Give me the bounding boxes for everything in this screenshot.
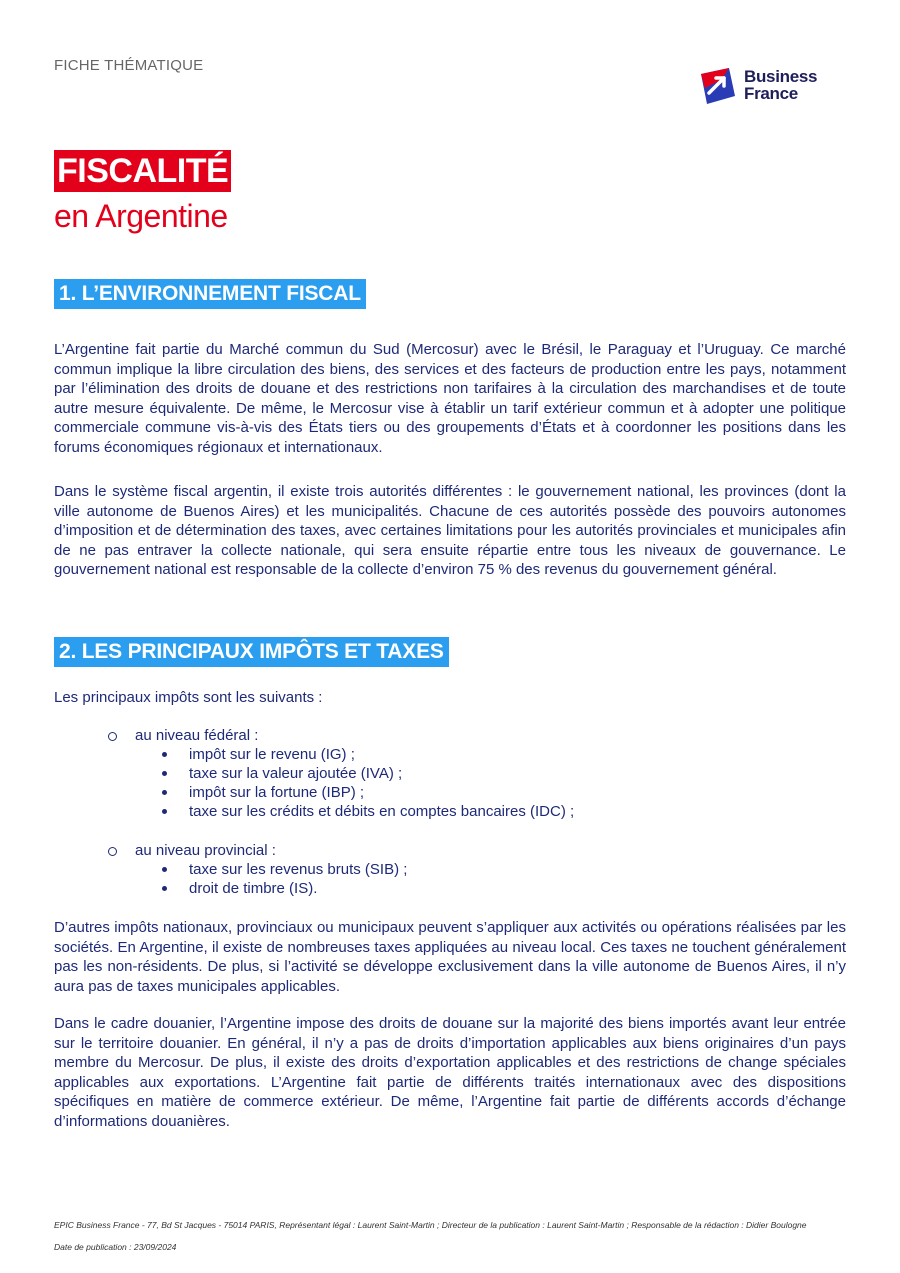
section-2-paragraph-2: Dans le cadre douanier, l’Argentine impose des droits de douane sur la majorité des biens importés avant leur entrée sur le territoire douanier. En général, il n’y a pas de droits d’importation applicables aux biens originaires d’un pays membre du Mercosur. De plus, il existe des droits d’exportation applicables et des restrictions de change spéciales applicables aux exportations. L’Argentine fait partie de différents traités internationaux avec des dispositions spécifiques en matière de commerce extérieur. De même, l’Argentine fait partie de différents accords d’échange d’informations douanières. (54, 1015, 846, 1130)
page-title: FISCALITÉ (54, 150, 231, 192)
business-france-logo-text (744, 68, 817, 102)
bullet-icon (162, 771, 167, 776)
bullet-icon (162, 809, 167, 814)
federal-tax-item: taxe sur la valeur ajoutée (IVA) ; (189, 765, 403, 782)
bullet-icon (162, 790, 167, 795)
federal-tax-item: taxe sur les crédits et débits en comptes bancaires (IDC) ; (189, 803, 575, 820)
level-federal-label: au niveau fédéral : (135, 727, 259, 744)
bullet-icon (162, 752, 167, 757)
section-heading-2: 2. LES PRINCIPAUX IMPÔTS ET TAXES (54, 637, 449, 667)
taxes-intro: Les principaux impôts sont les suivants : (54, 689, 323, 706)
section-1-paragraph-2: Dans le système fiscal argentin, il existe trois autorités différentes : le gouvernement national, les provinces (dont la ville autonome de Buenos Aires) et les municipalités. Chacune de ces autorités possède des pouvoirs autonomes d’imposition et de détermination des taxes, avec certaines limitations pour les autorités provinciales et municipales afin de ne pas entraver la collecte nationale, qui sera ensuite répartie entre tous les niveaux de gouvernance. Le gouvernement national est responsable de la collecte d’environ 75 % des revenus du gouvernement général. (54, 483, 846, 578)
bullet-icon (162, 886, 167, 891)
business-france-logo-mark-icon (697, 66, 737, 106)
federal-tax-item: impôt sur la fortune (IBP) ; (189, 784, 365, 801)
logo-line-1: Business (744, 67, 818, 86)
section-1-paragraph-1: L’Argentine fait partie du Marché commun du Sud (Mercosur) avec le Brésil, le Paraguay et l’Uruguay. Ce marché commun implique la libre circulation des biens, des services et des facteurs de production entre les pays, notamment par l’élimination des droits de douane et des restrictions non tarifaires à la circulation des marchandises et de toute autre mesure équivalente. De même, le Mercosur vise à établir un tarif extérieur commun et à adopter une politique commerciale commune vis-à-vis des États tiers ou des groupements d’États et à coordonner les positions dans les forums économiques régionaux et internationaux. (54, 341, 846, 456)
page-subtitle: en Argentine (54, 198, 228, 234)
level-provincial-label: au niveau provincial : (135, 842, 276, 859)
document-type-label: FICHE THÉMATIQUE (54, 57, 204, 74)
section-heading-1: 1. L’ENVIRONNEMENT FISCAL (54, 279, 366, 309)
federal-tax-item: impôt sur le revenu (IG) ; (189, 746, 355, 763)
footer-publication-date: Date de publication : 23/09/2024 (54, 1242, 177, 1252)
provincial-tax-item: taxe sur les revenus bruts (SIB) ; (189, 861, 408, 878)
circle-bullet-icon (108, 732, 117, 741)
circle-bullet-icon (108, 847, 117, 856)
provincial-tax-item: droit de timbre (IS). (189, 880, 318, 897)
bullet-icon (162, 867, 167, 872)
logo-line-2: France (744, 84, 798, 103)
business-france-logo (697, 66, 842, 106)
footer-legal-notice: EPIC Business France - 77, Bd St Jacques - 75014 PARIS, Représentant légal : Laurent Saint-Martin ; Directeur de la publication : Laurent Saint-Martin ; Responsable de la rédaction : Didier Boulogne (54, 1220, 807, 1230)
section-2-paragraph-1: D’autres impôts nationaux, provinciaux ou municipaux peuvent s’appliquer aux activités ou opérations réalisées par les sociétés. En Argentine, il existe de nombreuses taxes appliquées au niveau local. Ces taxes ne touchent généralement pas les non-résidents. De plus, si l’activité se développe exclusivement dans la ville autonome de Buenos Aires, il n’y aura pas de taxes municipales applicables. (54, 919, 846, 995)
